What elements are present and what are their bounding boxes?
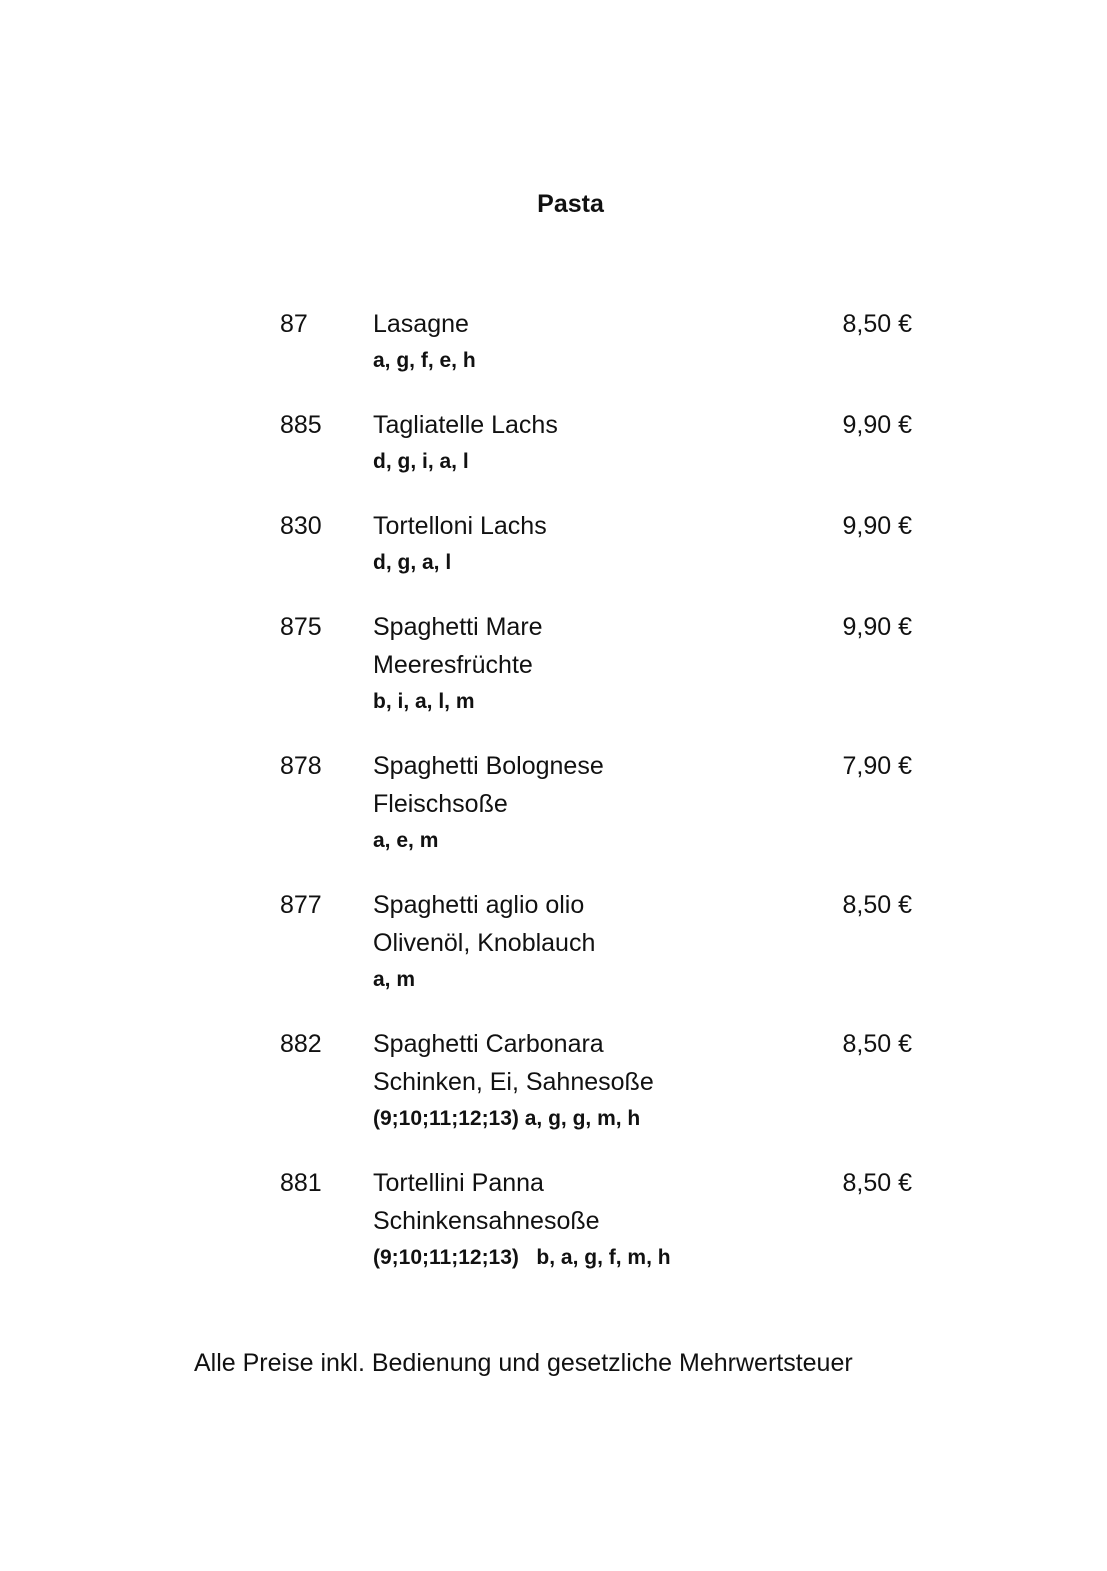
- item-price: 7,90 €: [842, 752, 912, 780]
- item-name: Spaghetti aglio olio: [373, 891, 585, 919]
- item-number: 885: [280, 411, 322, 439]
- item-allergens: a, e, m: [373, 829, 439, 852]
- item-name: Tortelloni Lachs: [373, 512, 547, 540]
- item-price: 9,90 €: [842, 411, 912, 439]
- item-number: 87: [280, 310, 308, 338]
- item-allergens: a, m: [373, 968, 416, 991]
- item-name: Spaghetti Carbonara: [373, 1030, 604, 1058]
- price-note: Alle Preise inkl. Bedienung und gesetzliche Mehrwertsteuer: [194, 1349, 853, 1377]
- menu-item: [280, 747, 920, 859]
- item-price: 8,50 €: [842, 1169, 912, 1197]
- item-body: [373, 886, 793, 998]
- menu-item: [280, 507, 920, 581]
- item-description: Meeresfrüchte: [373, 651, 533, 679]
- item-number: 878: [280, 752, 322, 780]
- menu-item: [280, 406, 920, 480]
- item-body: [373, 507, 793, 581]
- item-body: [373, 406, 793, 480]
- item-price: 8,50 €: [842, 310, 912, 338]
- item-number: 882: [280, 1030, 322, 1058]
- menu-item: [280, 305, 920, 379]
- item-number: 877: [280, 891, 322, 919]
- item-body: [373, 1164, 793, 1276]
- item-allergens: (9;10;11;12;13) b, a, g, f, m, h: [373, 1246, 671, 1269]
- item-body: [373, 305, 793, 379]
- item-number: 881: [280, 1169, 322, 1197]
- item-number: 875: [280, 613, 322, 641]
- page-title: Pasta: [537, 190, 604, 218]
- item-body: [373, 1025, 793, 1137]
- item-name: Spaghetti Bolognese: [373, 752, 604, 780]
- item-body: [373, 608, 793, 720]
- item-name: Tagliatelle Lachs: [373, 411, 558, 439]
- item-name: Lasagne: [373, 310, 469, 338]
- item-allergens: a, g, f, e, h: [373, 349, 476, 372]
- item-price: 8,50 €: [842, 1030, 912, 1058]
- item-price: 9,90 €: [842, 512, 912, 540]
- menu-item: [280, 886, 920, 998]
- item-number: 830: [280, 512, 322, 540]
- item-allergens: d, g, i, a, l: [373, 450, 469, 473]
- item-description: Schinkensahnesoße: [373, 1207, 600, 1235]
- item-description: Schinken, Ei, Sahnesoße: [373, 1068, 654, 1096]
- item-name: Tortellini Panna: [373, 1169, 544, 1197]
- item-allergens: d, g, a, l: [373, 551, 452, 574]
- item-body: [373, 747, 793, 859]
- menu-item: [280, 1025, 920, 1137]
- item-name: Spaghetti Mare: [373, 613, 543, 641]
- item-price: 8,50 €: [842, 891, 912, 919]
- menu-list: [280, 305, 920, 1303]
- item-description: Olivenöl, Knoblauch: [373, 929, 596, 957]
- menu-item: [280, 608, 920, 720]
- item-allergens: b, i, a, l, m: [373, 690, 475, 713]
- item-price: 9,90 €: [842, 613, 912, 641]
- menu-item: [280, 1164, 920, 1276]
- item-description: Fleischsoße: [373, 790, 508, 818]
- item-allergens: (9;10;11;12;13) a, g, g, m, h: [373, 1107, 641, 1130]
